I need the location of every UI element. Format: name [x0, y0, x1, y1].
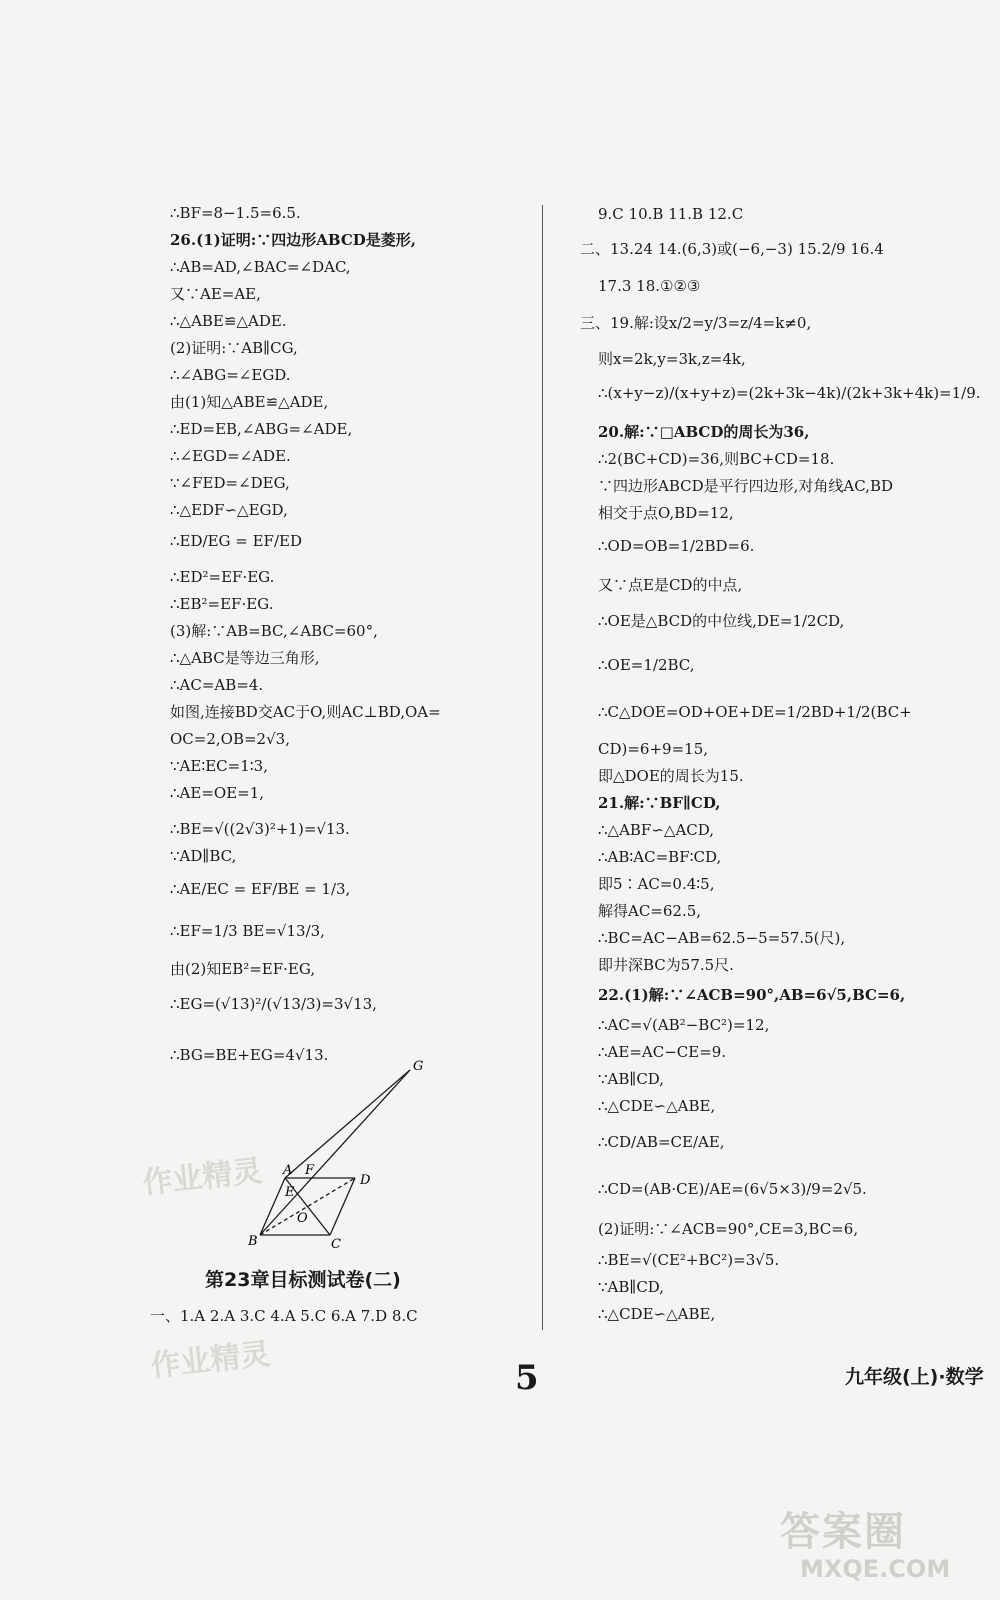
label-e: E — [285, 1185, 295, 1200]
watermark-2: 作业精灵 — [148, 1336, 272, 1385]
text-line: ∵AB∥CD, — [598, 1278, 665, 1296]
text-line: ∴∠ABG=∠EGD. — [170, 366, 291, 384]
text-line: ∴OD=OB=1/2BD=6. — [598, 537, 755, 555]
text-line: 9.C 10.B 11.B 12.C — [598, 205, 744, 223]
text-line: CD)=6+9=15, — [598, 740, 709, 758]
text-line: ∵AE∶EC=1∶3, — [170, 757, 268, 775]
text-line: 20.解:∵□ABCD的周长为36, — [598, 423, 810, 441]
text-line: ∴EB²=EF·EG. — [170, 595, 274, 613]
label-f: F — [305, 1163, 315, 1178]
side-dc — [330, 1178, 355, 1235]
text-line: ∴AC=√(AB²−BC²)=12, — [598, 1016, 770, 1034]
text-line: ∴C△DOE=OD+OE+DE=1/2BD+1/2(BC+ — [598, 703, 912, 721]
section-heading: 第23章目标测试卷(二) — [205, 1269, 401, 1291]
text-line: 如图,连接BD交AC于O,则AC⊥BD,OA= — [170, 703, 441, 721]
text-line: ∴BG=BE+EG=4√13. — [170, 1046, 329, 1064]
text-line: 相交于点O,BD=12, — [598, 504, 734, 522]
text-line: ∴△ABE≌△ADE. — [170, 312, 287, 330]
text-line: ∴EF=1/3 BE=√13/3, — [170, 922, 325, 940]
text-line: ∴EG=(√13)²/(√13/3)=3√13, — [170, 995, 377, 1013]
text-line: 则x=2k,y=3k,z=4k, — [598, 350, 746, 368]
text-line: ∴△EDF∽△EGD, — [170, 501, 288, 519]
text-line: ∴∠EGD=∠ADE. — [170, 447, 291, 465]
text-line: 21.解:∵BF∥CD, — [598, 794, 721, 812]
text-line: ∴AE=AC−CE=9. — [598, 1043, 727, 1061]
column-divider — [542, 205, 543, 1330]
text-line: 即5∶AC=0.4∶5, — [598, 875, 715, 893]
text-line: ∵AD∥BC, — [170, 847, 237, 865]
mc-answers: 一、1.A 2.A 3.C 4.A 5.C 6.A 7.D 8.C — [150, 1307, 418, 1325]
footer-label: 九年级(上)·数学 — [845, 1366, 984, 1388]
label-b: B — [248, 1234, 258, 1249]
text-line: 26.(1)证明:∵四边形ABCD是菱形, — [170, 231, 417, 249]
text-line: ∴AE/EC = EF/BE = 1/3, — [170, 880, 351, 898]
text-line: ∴BE=√((2√3)²+1)=√13. — [170, 820, 350, 838]
text-line: ∴CD/AB=CE/AE, — [598, 1133, 725, 1151]
watermark-1: 作业精灵 — [140, 1153, 264, 1202]
text-line: ∴△CDE∽△ABE, — [598, 1305, 716, 1323]
text-line: ∴OE=1/2BC, — [598, 656, 695, 674]
label-d: D — [360, 1173, 371, 1188]
text-line: 三、19.解:设x/2=y/3=z/4=k≠0, — [580, 314, 812, 332]
text-line: ∴AC=AB=4. — [170, 676, 264, 694]
text-line: ∴△CDE∽△ABE, — [598, 1097, 716, 1115]
label-o: O — [297, 1211, 308, 1226]
line-ag — [285, 1070, 410, 1178]
text-line: 17.3 18.①②③ — [598, 277, 701, 295]
text-line: 二、13.24 14.(6,3)或(−6,−3) 15.2/9 16.4 — [580, 240, 884, 258]
text-line: ∴CD=(AB·CE)/AE=(6√5×3)/9=2√5. — [598, 1180, 867, 1198]
label-a: A — [283, 1163, 293, 1178]
text-line: (2)证明:∵AB∥CG, — [170, 339, 298, 357]
geometry-figure — [245, 1060, 445, 1260]
text-line: 解得AC=62.5, — [598, 902, 702, 920]
text-line: ∴BE=√(CE²+BC²)=3√5. — [598, 1251, 780, 1269]
page-number: 5 — [515, 1358, 539, 1398]
watermark-url: MXQE.COM — [800, 1555, 951, 1583]
text-line: ∴OE是△BCD的中位线,DE=1/2CD, — [598, 612, 845, 630]
text-line: ∴BC=AC−AB=62.5−5=57.5(尺), — [598, 929, 846, 947]
text-line: ∴AE=OE=1, — [170, 784, 265, 802]
text-line: ∴(x+y−z)/(x+y+z)=(2k+3k−4k)/(2k+3k+4k)=1/9. — [598, 384, 981, 402]
text-line: ∴AB=AD,∠BAC=∠DAC, — [170, 258, 351, 276]
text-line: ∵∠FED=∠DEG, — [170, 474, 290, 492]
text-line: OC=2,OB=2√3, — [170, 730, 290, 748]
label-c: C — [331, 1237, 341, 1252]
text-line: ∴BF=8−1.5=6.5. — [170, 204, 301, 222]
text-line: ∴ED²=EF·EG. — [170, 568, 275, 586]
line-bg — [260, 1070, 410, 1235]
watermark-logo: 答案圈 — [780, 1509, 906, 1555]
text-line: ∴2(BC+CD)=36,则BC+CD=18. — [598, 450, 835, 468]
text-line: 即△DOE的周长为15. — [598, 767, 744, 785]
text-line: 即井深BC为57.5尺. — [598, 956, 734, 974]
text-line: ∴ED/EG = EF/ED — [170, 532, 302, 550]
text-line: (3)解:∵AB=BC,∠ABC=60°, — [170, 622, 378, 640]
label-g: G — [413, 1060, 424, 1074]
text-line: (2)证明:∵∠ACB=90°,CE=3,BC=6, — [598, 1220, 859, 1238]
text-line: 又∵点E是CD的中点, — [598, 576, 743, 594]
text-line: ∴ED=EB,∠ABG=∠ADE, — [170, 420, 353, 438]
text-line: ∴△ABF∽△ACD, — [598, 821, 715, 839]
text-line: ∵AB∥CD, — [598, 1070, 665, 1088]
text-line: ∵四边形ABCD是平行四边形,对角线AC,BD — [598, 477, 893, 495]
text-line: 22.(1)解:∵∠ACB=90°,AB=6√5,BC=6, — [598, 986, 906, 1004]
text-line: 又∵AE=AE, — [170, 285, 261, 303]
text-line: ∴AB∶AC=BF∶CD, — [598, 848, 722, 866]
text-line: 由(2)知EB²=EF·EG, — [170, 960, 316, 978]
text-line: 由(1)知△ABE≌△ADE, — [170, 393, 329, 411]
text-line: ∴△ABC是等边三角形, — [170, 649, 320, 667]
